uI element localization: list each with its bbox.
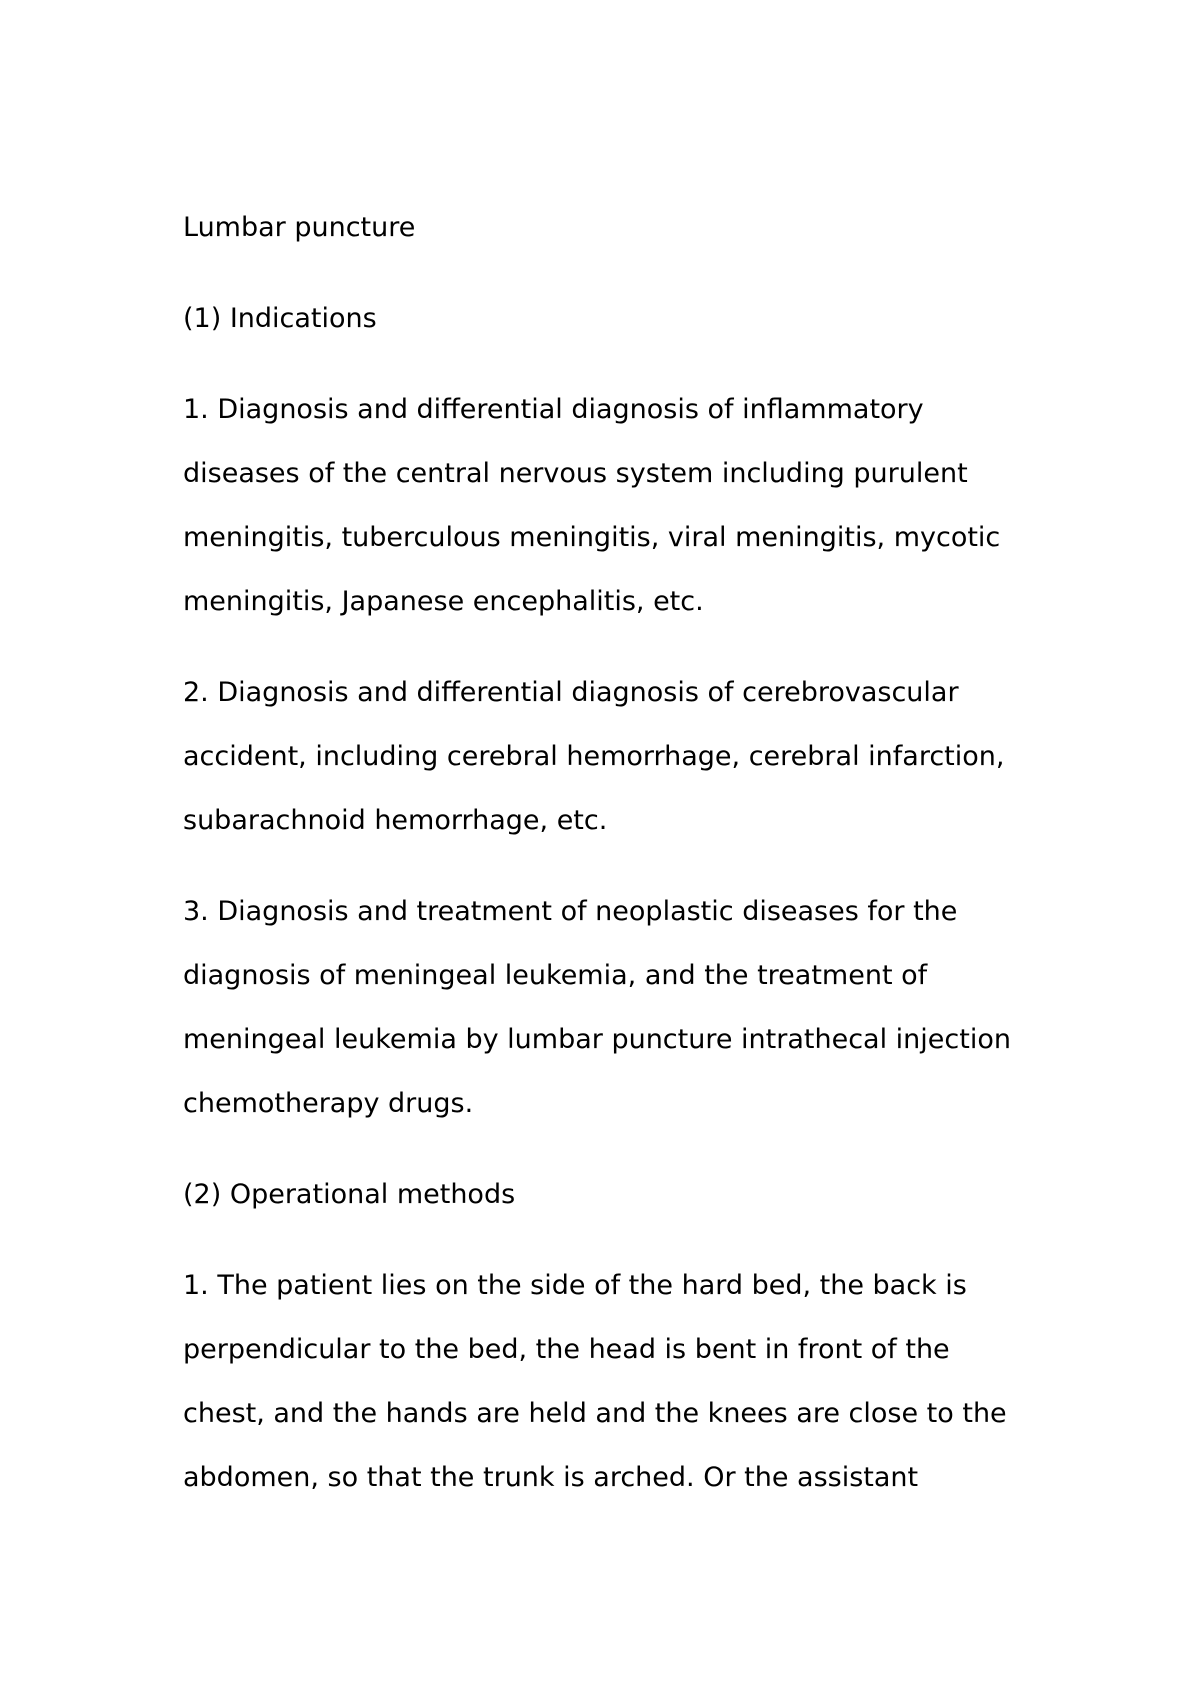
text-line: abdomen, so that the trunk is arched. Or the assistant — [183, 1462, 919, 1493]
text-line: chemotherapy drugs. — [183, 1088, 474, 1119]
text-line: 1. The patient lies on the side of the hard bed, the back is — [183, 1270, 967, 1301]
text-line: perpendicular to the bed, the head is bent in front of the — [183, 1334, 950, 1365]
text-line: 1. Diagnosis and differential diagnosis of inflammatory — [183, 394, 924, 425]
paragraph-gap — [183, 260, 1063, 287]
text-line: 2. Diagnosis and differential diagnosis of cerebrovascular — [183, 677, 959, 708]
text-line: accident, including cerebral hemorrhage, cerebral infarction, — [183, 741, 1005, 772]
text-line: diseases of the central nervous system including purulent — [183, 458, 968, 489]
paragraph-indication-2 — [183, 661, 1063, 853]
paragraph-gap — [183, 351, 1063, 378]
text-line: meningitis, tuberculous meningitis, viral meningitis, mycotic — [183, 522, 1001, 553]
paragraph-method-1 — [183, 1254, 1063, 1510]
text-line: meningeal leukemia by lumbar puncture intrathecal injection — [183, 1024, 1011, 1055]
text-line: chest, and the hands are held and the knees are close to the — [183, 1398, 1007, 1429]
text-line: subarachnoid hemorrhage, etc. — [183, 805, 608, 836]
paragraph-gap — [183, 853, 1063, 880]
section-heading-indications: (1) Indications — [183, 303, 377, 334]
paragraph-indication-1 — [183, 378, 1063, 634]
document-body — [183, 196, 1063, 1510]
text-line: meningitis, Japanese encephalitis, etc. — [183, 586, 704, 617]
document-title: Lumbar puncture — [183, 212, 416, 243]
section-heading-operational-methods: (2) Operational methods — [183, 1179, 516, 1210]
paragraph-gap — [183, 1227, 1063, 1254]
text-line: diagnosis of meningeal leukemia, and the treatment of — [183, 960, 928, 991]
text-line: 3. Diagnosis and treatment of neoplastic diseases for the — [183, 896, 958, 927]
paragraph-indication-3 — [183, 880, 1063, 1136]
paragraph-gap — [183, 634, 1063, 661]
paragraph-gap — [183, 1136, 1063, 1163]
